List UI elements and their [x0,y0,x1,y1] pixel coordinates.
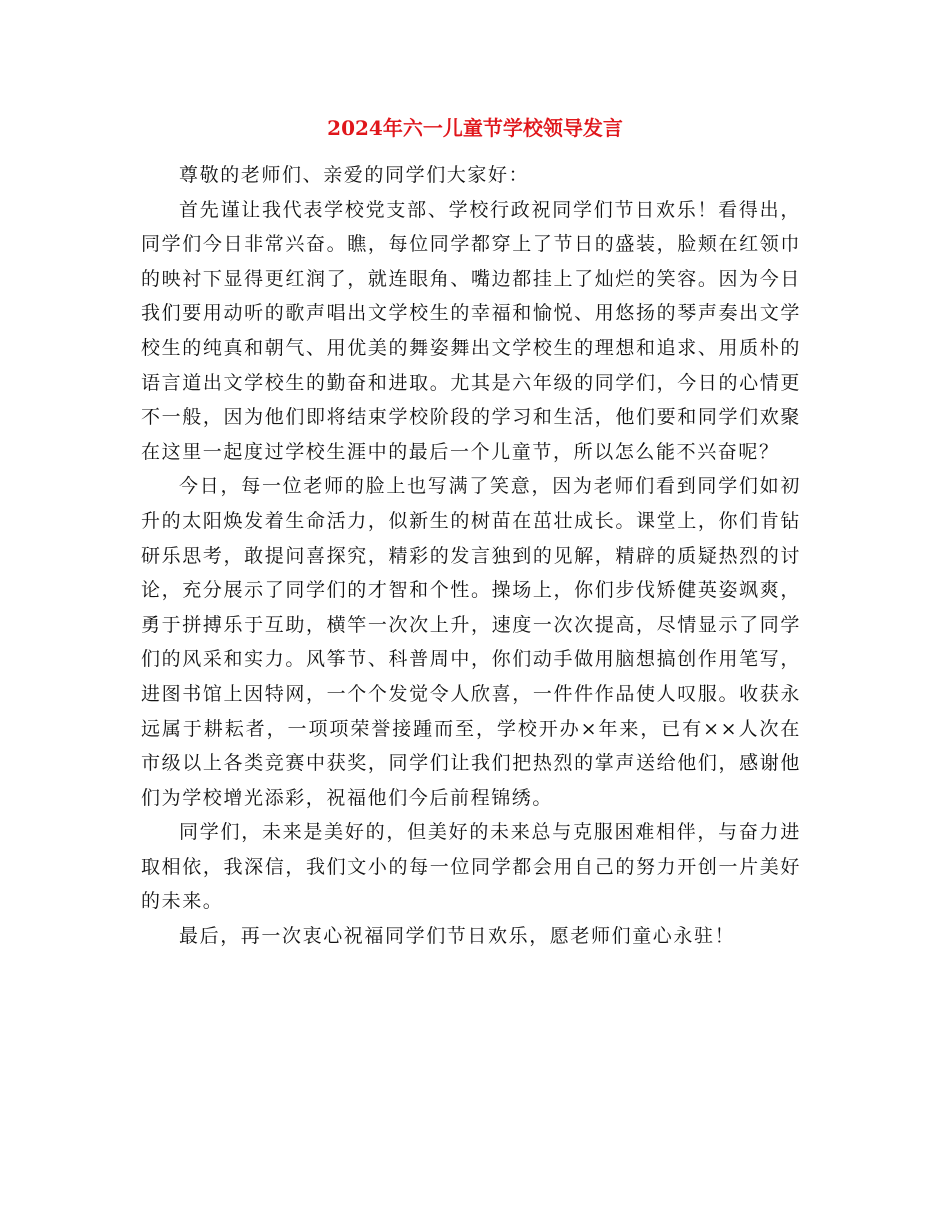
paragraph-closing: 最后，再一次衷心祝福同学们节日欢乐，愿老师们童心永驻！ [179,925,736,948]
paragraph-greeting: 尊敬的老师们、亲爱的同学们大家好： [179,164,530,186]
document-title: 2024年六一儿童节学校领导发言 [327,116,623,140]
paragraph-future: 同学们，未来是美好的，但美好的未来总与克服困难相伴，与奋力进取相依，我深信，我们文小的每一位同学都会用自己的努力开创一片美好的未来。 [141,821,801,913]
document-body [141,158,801,954]
paragraph-achievements: 今日，每一位老师的脸上也写满了笑意，因为老师们看到同学们如初升的太阳焕发着生命活力，似新生的树苗在茁壮成长。课堂上，你们肯钻研乐思考，敢提问喜探究，精彩的发言独到的见解，精辟的质疑热烈的讨论，充分展示了同学们的才智和个性。操场上，你们步伐矫健英姿飒爽，勇于拼搏乐于互助，横竿一次次上升，速度一次次提高，尽情显示了同学们的风采和实力。风筝节、科普周中，你们动手做用脑想搞创作用笔写，进图书馆上因特网，一个个发觉令人欣喜，一件件作品使人叹服。收获永远属于耕耘者，一项项荣誉接踵而至，学校开办×年来，已有××人次在市级以上各类竞赛中获奖，同学们让我们把热烈的掌声送给他们，感谢他们为学校增光添彩，祝福他们今后前程锦绣。 [141,475,801,809]
paragraph-opening: 首先谨让我代表学校党支部、学校行政祝同学们节日欢乐！看得出，同学们今日非常兴奋。瞧，每位同学都穿上了节日的盛装，脸颊在红领巾的映衬下显得更红润了，就连眼角、嘴边都挂上了灿烂的笑容。因为今日我们要用动听的歌声唱出文学校生的幸福和愉悦、用悠扬的琴声奏出文学校生的纯真和朝气、用优美的舞姿舞出文学校生的理想和追求、用质朴的语言道出文学校生的勤奋和进取。尤其是六年级的同学们，今日的心情更不一般，因为他们即将结束学校阶段的学习和生活，他们要和同学们欢聚在这里一起度过学校生涯中的最后一个儿童节，所以怎么能不兴奋呢？ [141,198,801,463]
